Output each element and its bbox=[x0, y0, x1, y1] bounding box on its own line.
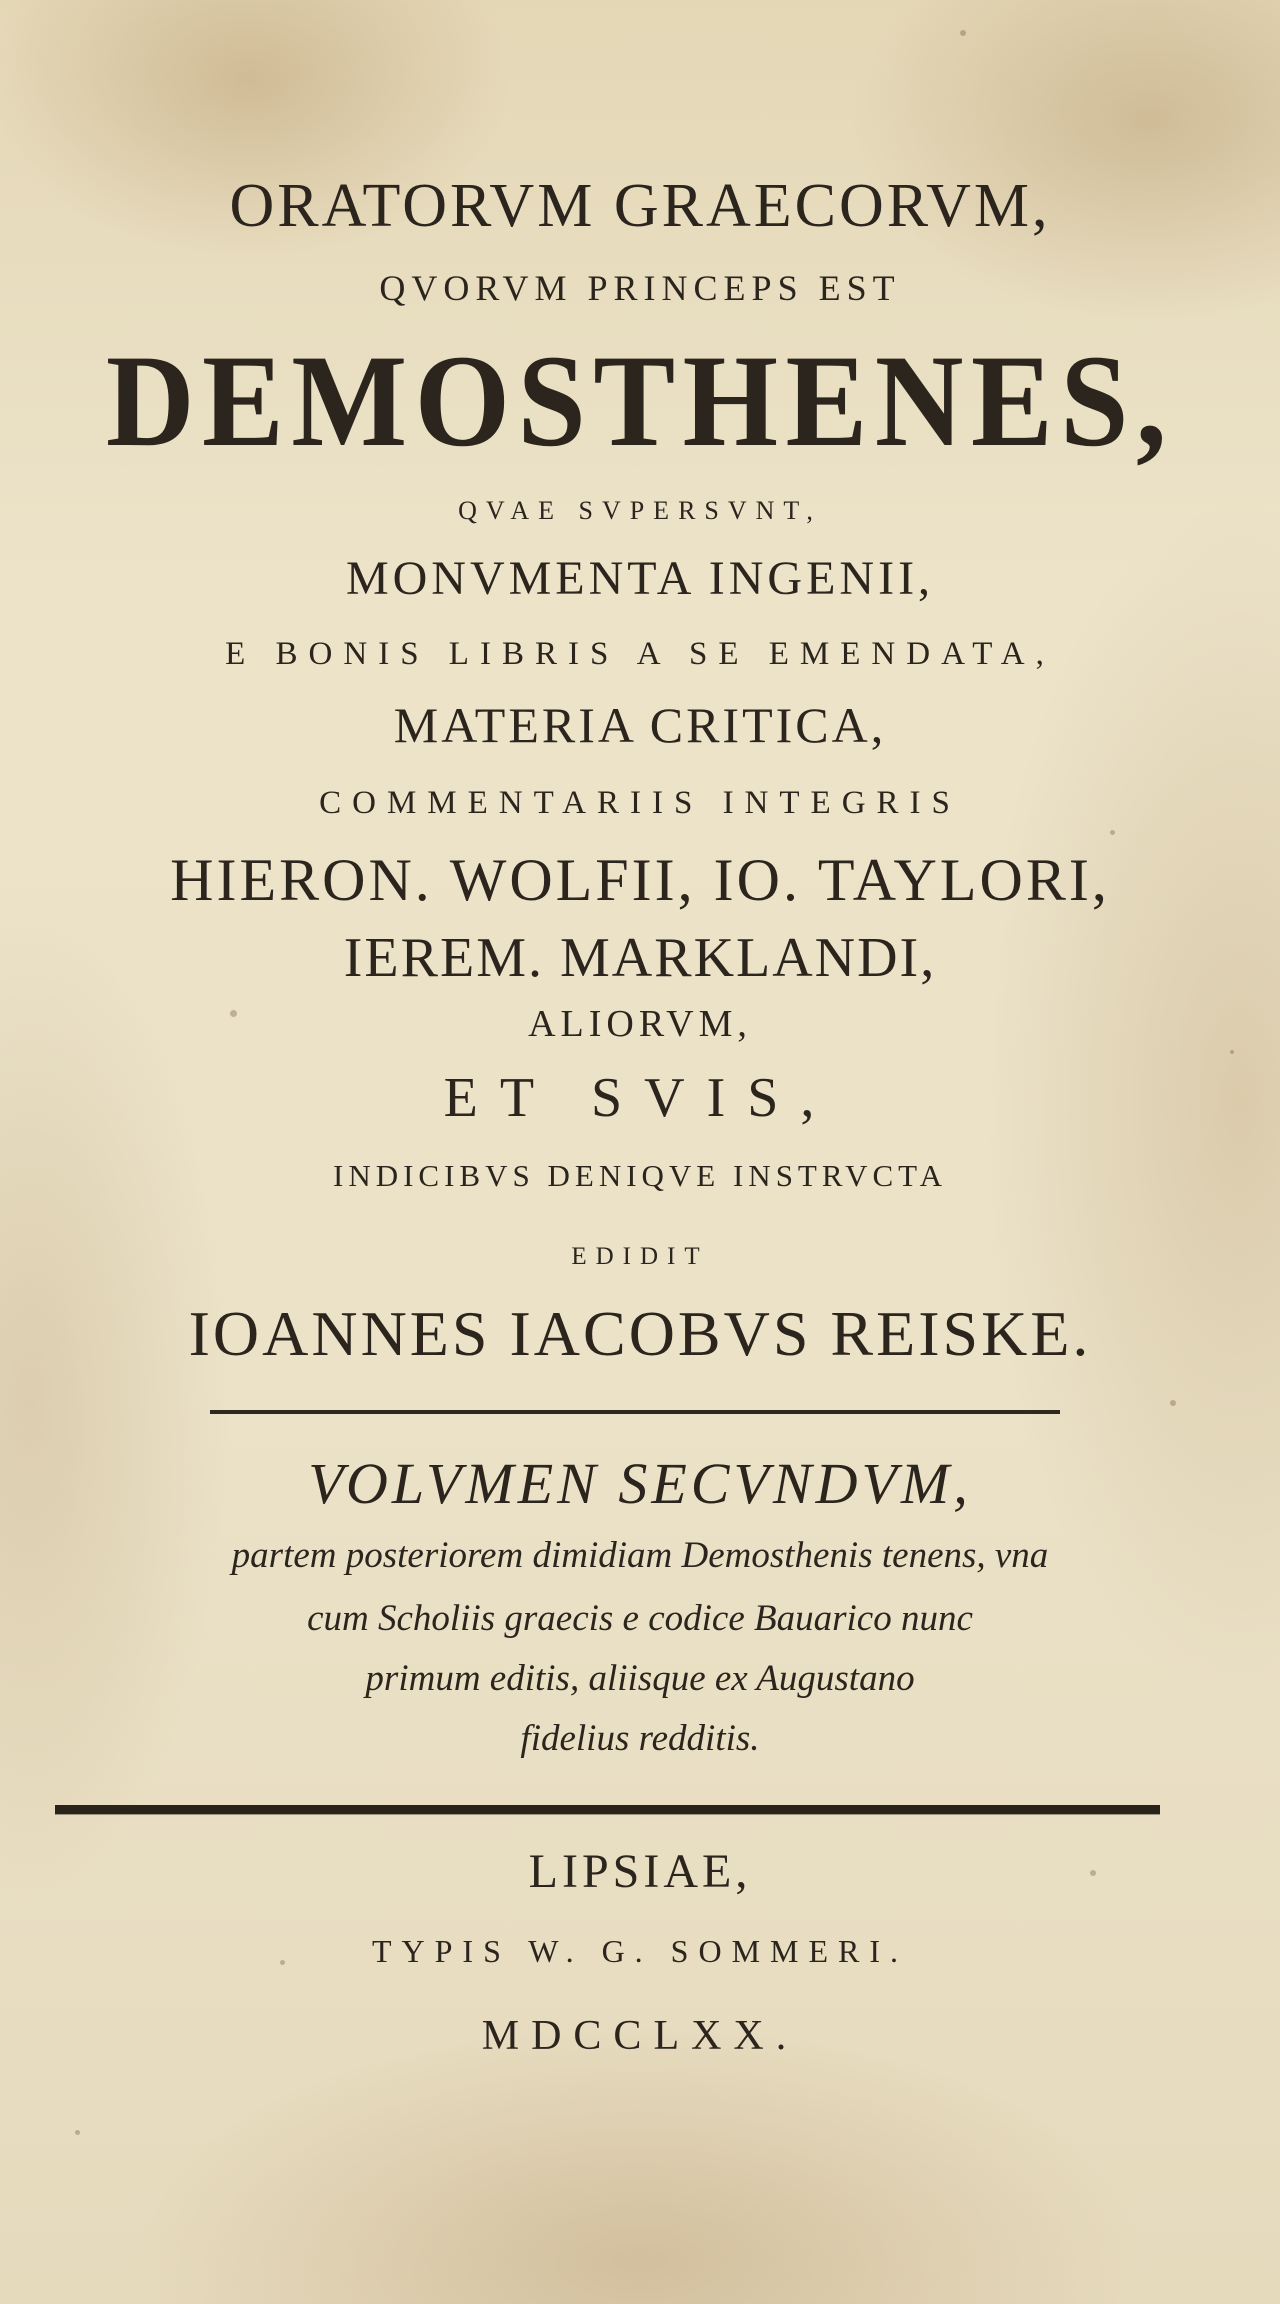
subtitle-line-3: primum editis, aliisque ex Augustano bbox=[365, 1658, 915, 1699]
paper-speck bbox=[1170, 1400, 1176, 1406]
paper-speck bbox=[280, 1960, 285, 1965]
line-quae-supersunt: QVAE SVPERSVNT, bbox=[458, 496, 822, 525]
line-indicibus: INDICIBVS DENIQVE INSTRVCTA bbox=[333, 1158, 947, 1193]
author-name: DEMOSTHENES, bbox=[105, 327, 1175, 474]
imprint-year: MDCCLXX. bbox=[481, 2013, 799, 2059]
line-commentariis: COMMENTARIIS INTEGRIS bbox=[319, 785, 961, 821]
line-monumenta: MONVMENTA INGENII, bbox=[345, 552, 935, 605]
title-line-2: QVORVM PRINCEPS EST bbox=[379, 268, 901, 308]
volume-label: VOLVMEN SECVNDVM, bbox=[308, 1451, 972, 1516]
subtitle-line-1: partem posteriorem dimidiam Demosthenis tenens, vna bbox=[231, 1535, 1049, 1576]
divider-thin bbox=[210, 1410, 1060, 1414]
line-edidit: EDIDIT bbox=[571, 1243, 709, 1270]
subtitle-line-2: cum Scholiis graecis e codice Bauarico nunc bbox=[307, 1598, 973, 1639]
line-hieron-wolfii: HIERON. WOLFII, IO. TAYLORI, bbox=[170, 847, 1110, 913]
paper-speck bbox=[960, 30, 966, 36]
paper-speck bbox=[1230, 1050, 1234, 1054]
imprint-place: LIPSIAE, bbox=[528, 1845, 752, 1898]
line-materia-critica: MATERIA CRITICA, bbox=[393, 697, 887, 753]
divider-thick bbox=[55, 1805, 1160, 1814]
line-aliorum: ALIORVM, bbox=[528, 1003, 752, 1045]
paper-speck bbox=[1110, 830, 1115, 835]
line-et-suis: ET SVIS, bbox=[443, 1067, 837, 1129]
subtitle-line-4: fidelius redditis. bbox=[520, 1718, 760, 1759]
line-e-bonis: E BONIS LIBRIS A SE EMENDATA, bbox=[225, 636, 1055, 672]
imprint-printer: TYPIS W. G. SOMMERI. bbox=[371, 1933, 909, 1969]
paper-speck bbox=[230, 1010, 237, 1017]
paper-speck bbox=[1090, 1870, 1096, 1876]
paper-speck bbox=[75, 2130, 80, 2135]
title-line-1: ORATORVM GRAECORVM, bbox=[229, 172, 1051, 240]
line-ierem-marklandi: IEREM. MARKLANDI, bbox=[343, 927, 937, 989]
editor-name: IOANNES IACOBVS REISKE. bbox=[188, 1298, 1092, 1369]
